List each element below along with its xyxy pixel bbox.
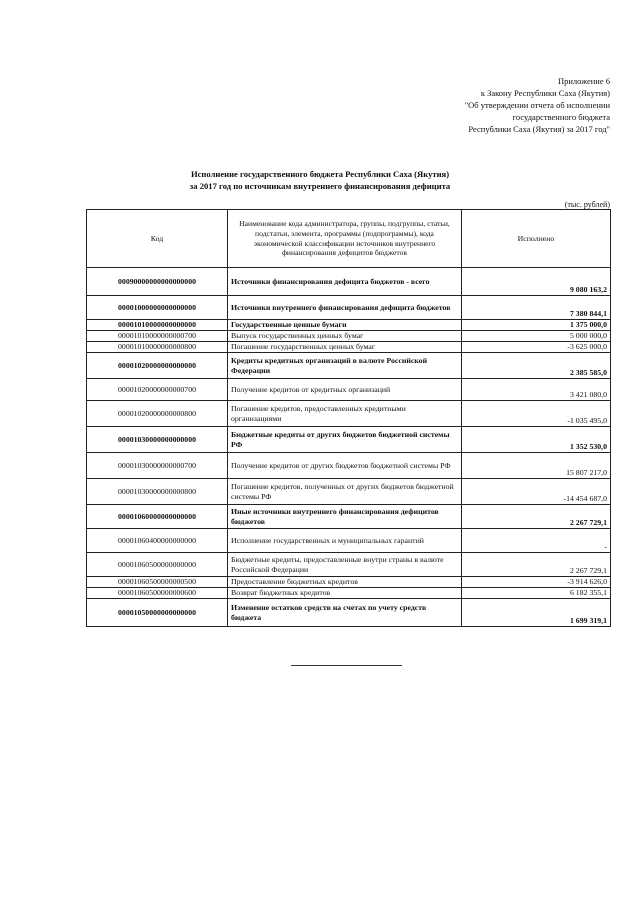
- code-cell: 00001060500000000500: [87, 577, 228, 588]
- value-cell: -: [462, 529, 611, 553]
- value-cell: 1 699 319,1: [462, 599, 611, 627]
- code-cell: 00001060000000000000: [87, 505, 228, 529]
- table-row: [87, 479, 611, 505]
- value-cell: -1 035 495,0: [462, 401, 611, 427]
- code-cell: 00001010000000000700: [87, 331, 228, 342]
- value-cell: 15 807 217,0: [462, 453, 611, 479]
- name-cell: Погашение государственных ценных бумаг: [228, 342, 462, 353]
- table-row: [87, 529, 611, 553]
- table-row: [87, 505, 611, 529]
- title-line-1: Исполнение государственного бюджета Республики Саха (Якутия): [190, 169, 450, 179]
- code-cell: 00001010000000000800: [87, 342, 228, 353]
- signature-line: [291, 665, 402, 666]
- header-executed: Исполнено: [462, 210, 611, 268]
- code-cell: 00001020000000000800: [87, 401, 228, 427]
- table-row: [87, 320, 611, 331]
- name-cell: Источники финансирования дефицита бюджетов - всего: [228, 268, 462, 296]
- value-cell: 9 080 163,2: [462, 268, 611, 296]
- table-row: [87, 353, 611, 379]
- value-cell: 5 000 000,0: [462, 331, 611, 342]
- appendix-line: Республики Саха (Якутия) за 2017 год": [468, 124, 610, 134]
- code-cell: 00001030000000000700: [87, 453, 228, 479]
- value-cell: 2 385 585,0: [462, 353, 611, 379]
- name-cell: Возврат бюджетных кредитов: [228, 588, 462, 599]
- name-cell: Бюджетные кредиты, предоставленные внутри страны в валюте Российской Федерации: [228, 553, 462, 577]
- value-cell: 6 182 355,1: [462, 588, 611, 599]
- code-cell: 00001020000000000700: [87, 379, 228, 401]
- value-cell: 3 421 080,0: [462, 379, 611, 401]
- appendix-line: "Об утверждении отчета об исполнении: [464, 100, 610, 110]
- appendix-line: Приложение 6: [558, 76, 610, 86]
- value-cell: -14 454 687,0: [462, 479, 611, 505]
- table-body: [87, 268, 611, 627]
- code-cell: 00001030000000000800: [87, 479, 228, 505]
- value-cell: 2 267 729,1: [462, 505, 611, 529]
- code-cell: 00001060500000000600: [87, 588, 228, 599]
- value-cell: 2 267 729,1: [462, 553, 611, 577]
- table-row: [87, 427, 611, 453]
- units-label: (тыс. рублей): [564, 200, 610, 209]
- document-title: [0, 168, 640, 192]
- table-row: [87, 588, 611, 599]
- code-cell: 00001030000000000000: [87, 427, 228, 453]
- name-cell: Погашение кредитов, предоставленных кредитными организациями: [228, 401, 462, 427]
- value-cell: 7 380 844,1: [462, 296, 611, 320]
- code-cell: 00001060400000000000: [87, 529, 228, 553]
- name-cell: Бюджетные кредиты от других бюджетов бюджетной системы РФ: [228, 427, 462, 453]
- table-row: [87, 577, 611, 588]
- code-cell: 00001000000000000000: [87, 296, 228, 320]
- appendix-line: к Закону Республики Саха (Якутия): [480, 88, 610, 98]
- code-cell: 00001050000000000000: [87, 599, 228, 627]
- code-cell: 00001020000000000000: [87, 353, 228, 379]
- name-cell: Исполнение государственных и муниципальных гарантий: [228, 529, 462, 553]
- value-cell: 1 352 530,0: [462, 427, 611, 453]
- table-row: [87, 599, 611, 627]
- value-cell: -3 625 000,0: [462, 342, 611, 353]
- financing-table: [86, 209, 611, 627]
- title-line-2: за 2017 год по источникам внутреннего финансирования дефицита: [189, 181, 451, 191]
- header-name: Наименование кода администратора, группы, подгруппы, статьи, подстатьи, элемента, программы (подпрограммы), кода экономической классификации источников внутреннего финансирования дефицитов бюджетов: [228, 210, 462, 268]
- name-cell: Иные источники внутреннего финансирования дефицитов бюджетов: [228, 505, 462, 529]
- name-cell: Источники внутреннего финансирования дефицита бюджетов: [228, 296, 462, 320]
- name-cell: Предоставление бюджетных кредитов: [228, 577, 462, 588]
- table-row: [87, 331, 611, 342]
- name-cell: Погашение кредитов, полученных от других бюджетов бюджетной системы РФ: [228, 479, 462, 505]
- table-row: [87, 342, 611, 353]
- code-cell: 00001010000000000000: [87, 320, 228, 331]
- table-row: [87, 268, 611, 296]
- header-code: Код: [87, 210, 228, 268]
- code-cell: 00090000000000000000: [87, 268, 228, 296]
- name-cell: Получение кредитов от других бюджетов бюджетной системы РФ: [228, 453, 462, 479]
- code-cell: 00001060500000000000: [87, 553, 228, 577]
- name-cell: Выпуск государственных ценных бумаг: [228, 331, 462, 342]
- name-cell: Кредиты кредитных организаций в валюте Российской Федерации: [228, 353, 462, 379]
- table-row: [87, 401, 611, 427]
- name-cell: Государственные ценные бумаги: [228, 320, 462, 331]
- appendix-block: [370, 75, 610, 135]
- value-cell: -3 914 626,0: [462, 577, 611, 588]
- table-row: [87, 553, 611, 577]
- table-header-row: [87, 210, 611, 268]
- appendix-line: государственного бюджета: [512, 112, 610, 122]
- name-cell: Изменение остатков средств на счетах по учету средств бюджета: [228, 599, 462, 627]
- name-cell: Получение кредитов от кредитных организаций: [228, 379, 462, 401]
- value-cell: 1 375 000,0: [462, 320, 611, 331]
- table-row: [87, 296, 611, 320]
- table-row: [87, 453, 611, 479]
- table-row: [87, 379, 611, 401]
